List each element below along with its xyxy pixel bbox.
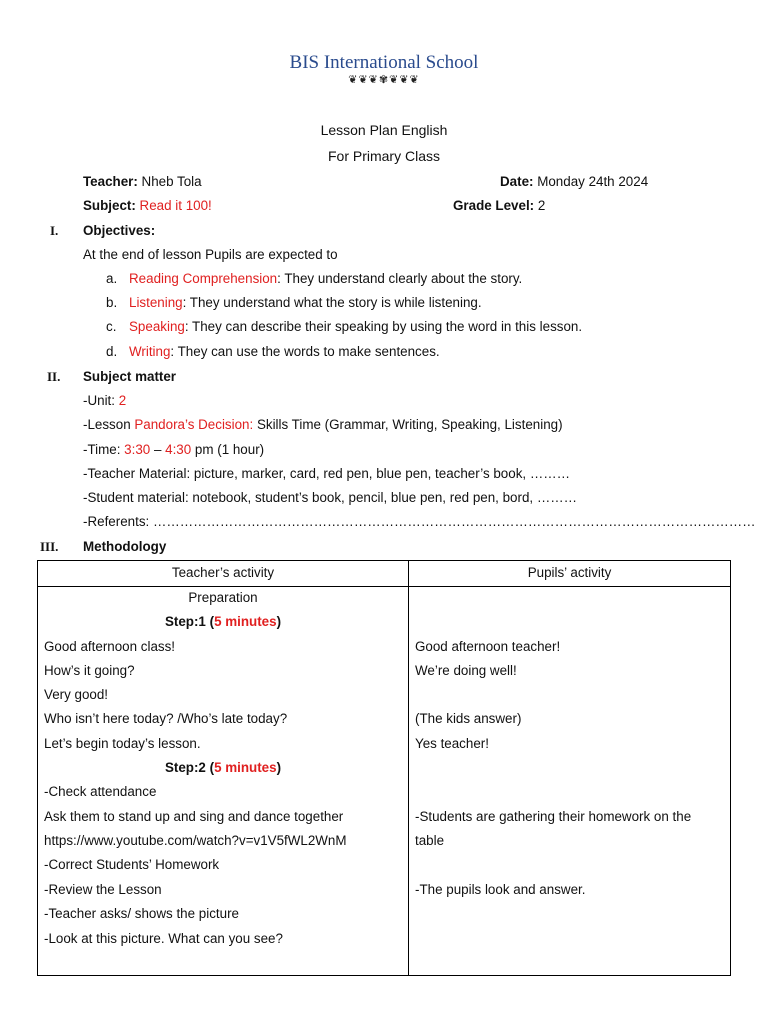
methodology-table — [37, 560, 731, 976]
section-2-numeral: II. — [47, 369, 61, 384]
pupil-activity-row: -The pupils look and answer. — [415, 882, 586, 897]
student-material-line: -Student material: notebook, student’s book, pencil, blue pen, red pen, bord, ……… — [83, 490, 578, 505]
time-detail: pm (1 hour) — [191, 442, 265, 457]
pupil-activity-row: Yes teacher! — [415, 736, 489, 751]
objective-letter: c. — [106, 319, 117, 334]
objective-letter: d. — [106, 344, 118, 359]
objective-item — [106, 271, 117, 287]
time-dash: – — [150, 442, 166, 457]
pupil-activity-row: We’re doing well! — [415, 663, 517, 678]
lesson-line — [83, 417, 563, 433]
date-label: Date: — [500, 174, 534, 189]
lesson-label: -Lesson — [83, 417, 135, 432]
lesson-detail: Skills Time (Grammar, Writing, Speaking, Listening) — [253, 417, 563, 432]
unit-line — [83, 393, 126, 409]
objective-description: : They can use the words to make sentences. — [170, 344, 440, 359]
objective-text — [129, 344, 440, 360]
objective-text — [129, 319, 582, 335]
objectives-intro: At the end of lesson Pupils are expected to — [83, 247, 338, 262]
subject-value: Read it 100! — [135, 198, 212, 213]
ornament-divider: ❦❦❦✾❦❦❦ — [348, 73, 420, 86]
teacher-activity-row: Very good! — [44, 687, 109, 702]
step-1-title: Step:1 ( — [164, 614, 215, 629]
step-2-duration: 5 minutes — [214, 760, 277, 775]
time-label: -Time: — [83, 442, 125, 457]
objective-skill: Writing — [129, 344, 171, 359]
step-1-duration: 5 minutes — [214, 614, 277, 629]
time-start: 3:30 — [124, 442, 151, 457]
youtube-link[interactable]: https://www.youtube.com/watch?v=v1V5fWL2WnM — [44, 833, 347, 848]
objective-item — [106, 295, 117, 311]
grade-value: 2 — [534, 198, 546, 213]
objective-description: : They can describe their speaking by using the word in this lesson. — [184, 319, 583, 334]
document-subtitle: For Primary Class — [327, 148, 440, 164]
section-3-numeral: III. — [40, 539, 59, 554]
teacher-material-line: -Teacher Material: picture, marker, card, red pen, blue pen, teacher’s book, ……… — [83, 466, 571, 481]
teacher-activity-row: -Correct Students’ Homework — [44, 857, 220, 872]
step-1-label — [38, 614, 408, 630]
teacher-activity-row: Ask them to stand up and sing and dance together — [44, 809, 344, 824]
step-2-title: Step:2 ( — [164, 760, 215, 775]
objective-skill: Reading Comprehension — [129, 271, 278, 286]
unit-value: 2 — [118, 393, 127, 408]
table-header-pupils: Pupils’ activity — [527, 565, 612, 580]
teacher-activity-row: How’s it going? — [44, 663, 135, 678]
section-1-heading: Objectives: — [83, 223, 156, 238]
school-name: BIS International School — [289, 52, 479, 73]
objective-skill: Speaking — [129, 319, 185, 334]
objective-letter: b. — [106, 295, 118, 310]
section-3-heading: Methodology — [83, 539, 167, 554]
subject-info — [83, 198, 212, 214]
pupil-activity-row: (The kids answer) — [415, 711, 522, 726]
teacher-activity-row: Let’s begin today’s lesson. — [44, 736, 201, 751]
step-1-close: ) — [276, 614, 282, 629]
table-column-divider — [408, 561, 409, 975]
lesson-name: Pandora’s Decision: — [134, 417, 254, 432]
objective-description: : They understand what the story is while listening. — [182, 295, 482, 310]
table-header-teacher: Teacher’s activity — [171, 565, 275, 580]
teacher-info — [83, 174, 202, 190]
teacher-activity-row: -Review the Lesson — [44, 882, 162, 897]
teacher-activity-row: -Check attendance — [44, 784, 157, 799]
teacher-activity-row: -Teacher asks/ shows the picture — [44, 906, 239, 921]
grade-info — [453, 198, 545, 214]
objective-letter: a. — [106, 271, 118, 286]
time-line — [83, 442, 264, 458]
unit-label: -Unit: — [83, 393, 119, 408]
table-header-divider — [38, 586, 730, 587]
objective-description: : They understand clearly about the story. — [277, 271, 523, 286]
step-2-close: ) — [276, 760, 282, 775]
objective-text — [129, 271, 522, 287]
objective-item — [106, 344, 117, 360]
teacher-activity-row: Good afternoon class! — [44, 639, 176, 654]
grade-label: Grade Level: — [453, 198, 535, 213]
section-2-heading: Subject matter — [83, 369, 177, 384]
step-2-label — [38, 760, 408, 776]
preparation-label: Preparation — [188, 590, 258, 605]
teacher-activity-row: Who isn’t here today? /Who’s late today? — [44, 711, 288, 726]
objective-item — [106, 319, 116, 335]
pupil-activity-row: Good afternoon teacher! — [415, 639, 561, 654]
section-1-numeral: I. — [50, 223, 59, 238]
teacher-label: Teacher: — [83, 174, 138, 189]
time-end: 4:30 — [165, 442, 192, 457]
teacher-value: Nheb Tola — [137, 174, 202, 189]
subject-label: Subject: — [83, 198, 136, 213]
document-title: Lesson Plan English — [320, 122, 448, 138]
referents-line: -Referents: ……………………………………………………………………………………………………………………… — [83, 514, 756, 529]
date-info — [500, 174, 648, 190]
teacher-activity-row: -Look at this picture. What can you see? — [44, 931, 283, 946]
pupil-activity-row: -Students are gathering their homework on the — [415, 809, 692, 824]
objective-text — [129, 295, 482, 311]
objective-skill: Listening — [129, 295, 183, 310]
pupil-activity-row: table — [415, 833, 445, 848]
date-value: Monday 24th 2024 — [533, 174, 649, 189]
